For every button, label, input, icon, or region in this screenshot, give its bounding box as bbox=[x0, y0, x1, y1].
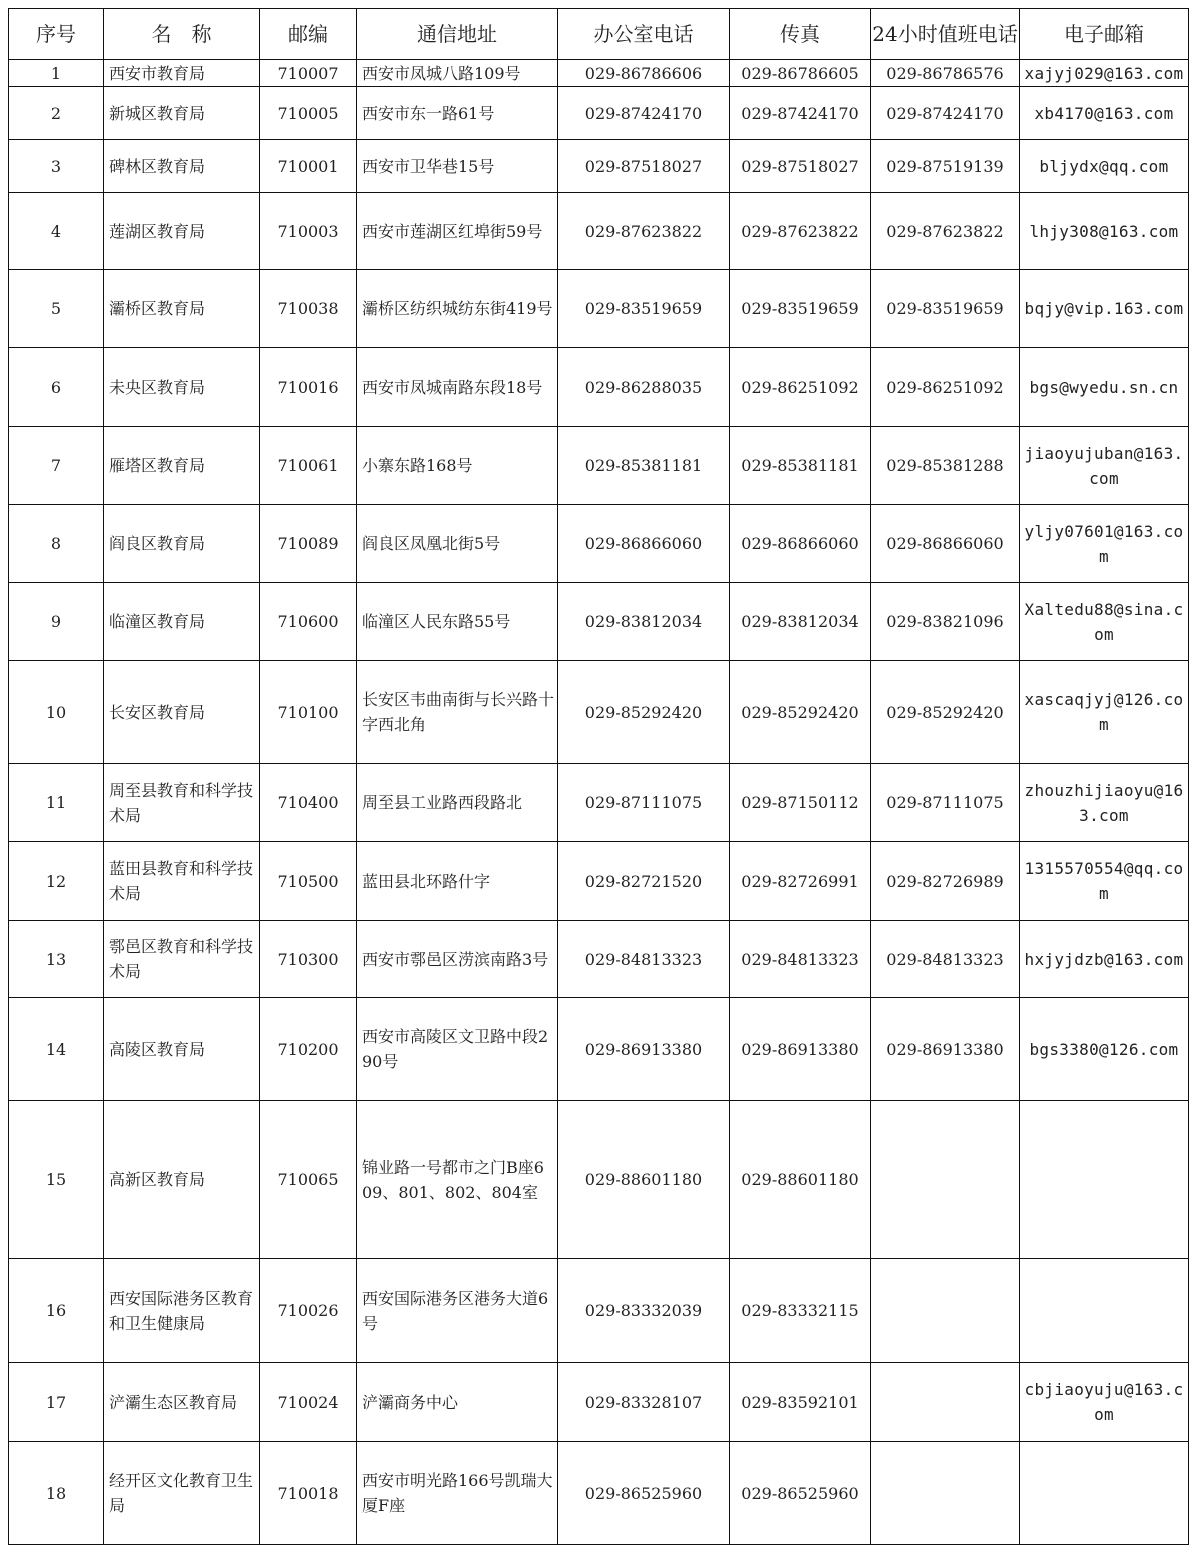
cell-postcode: 710089 bbox=[260, 505, 357, 583]
cell-address: 锦业路一号都市之门B座609、801、802、804室 bbox=[357, 1101, 558, 1259]
header-name: 名 称 bbox=[104, 9, 260, 60]
cell-office-phone: 029-85292420 bbox=[558, 661, 730, 764]
cell-name: 蓝田县教育和科学技术局 bbox=[104, 842, 260, 921]
cell-postcode: 710500 bbox=[260, 842, 357, 921]
cell-duty-phone: 029-86786576 bbox=[871, 60, 1020, 87]
cell-seq: 18 bbox=[9, 1442, 104, 1545]
cell-email: bgs3380@126.com bbox=[1020, 998, 1189, 1101]
cell-fax: 029-87424170 bbox=[730, 87, 871, 140]
cell-address: 西安市高陵区文卫路中段290号 bbox=[357, 998, 558, 1101]
cell-duty-phone: 029-85381288 bbox=[871, 427, 1020, 505]
cell-name: 未央区教育局 bbox=[104, 348, 260, 427]
cell-duty-phone bbox=[871, 1363, 1020, 1442]
cell-fax: 029-83519659 bbox=[730, 270, 871, 348]
cell-office-phone: 029-83812034 bbox=[558, 583, 730, 661]
cell-postcode: 710001 bbox=[260, 140, 357, 193]
cell-postcode: 710200 bbox=[260, 998, 357, 1101]
cell-fax: 029-83812034 bbox=[730, 583, 871, 661]
cell-name: 浐灞生态区教育局 bbox=[104, 1363, 260, 1442]
cell-address: 西安市凤城南路东段18号 bbox=[357, 348, 558, 427]
cell-address: 灞桥区纺织城纺东街419号 bbox=[357, 270, 558, 348]
cell-seq: 2 bbox=[9, 87, 104, 140]
cell-fax: 029-86786605 bbox=[730, 60, 871, 87]
cell-postcode: 710005 bbox=[260, 87, 357, 140]
cell-postcode: 710018 bbox=[260, 1442, 357, 1545]
cell-email: xb4170@163.com bbox=[1020, 87, 1189, 140]
cell-duty-phone: 029-86866060 bbox=[871, 505, 1020, 583]
cell-fax: 029-82726991 bbox=[730, 842, 871, 921]
cell-email bbox=[1020, 1101, 1189, 1259]
cell-duty-phone: 029-87111075 bbox=[871, 764, 1020, 842]
cell-email: xajyj029@163.com bbox=[1020, 60, 1189, 87]
cell-seq: 16 bbox=[9, 1259, 104, 1363]
cell-fax: 029-88601180 bbox=[730, 1101, 871, 1259]
cell-address: 西安市凤城八路109号 bbox=[357, 60, 558, 87]
cell-seq: 3 bbox=[9, 140, 104, 193]
table-row bbox=[9, 348, 1189, 427]
cell-fax: 029-86866060 bbox=[730, 505, 871, 583]
cell-name: 西安国际港务区教育和卫生健康局 bbox=[104, 1259, 260, 1363]
header-duty-phone: 24小时值班电话 bbox=[871, 9, 1020, 60]
cell-seq: 6 bbox=[9, 348, 104, 427]
cell-address: 临潼区人民东路55号 bbox=[357, 583, 558, 661]
cell-postcode: 710024 bbox=[260, 1363, 357, 1442]
cell-seq: 13 bbox=[9, 921, 104, 998]
table-row bbox=[9, 1259, 1189, 1363]
cell-address: 小寨东路168号 bbox=[357, 427, 558, 505]
cell-fax: 029-85292420 bbox=[730, 661, 871, 764]
cell-seq: 5 bbox=[9, 270, 104, 348]
table-row bbox=[9, 1363, 1189, 1442]
cell-office-phone: 029-88601180 bbox=[558, 1101, 730, 1259]
cell-postcode: 710016 bbox=[260, 348, 357, 427]
header-office-phone: 办公室电话 bbox=[558, 9, 730, 60]
cell-name: 西安市教育局 bbox=[104, 60, 260, 87]
cell-fax: 029-84813323 bbox=[730, 921, 871, 998]
cell-name: 鄠邑区教育和科学技术局 bbox=[104, 921, 260, 998]
cell-postcode: 710007 bbox=[260, 60, 357, 87]
cell-name: 长安区教育局 bbox=[104, 661, 260, 764]
cell-name: 莲湖区教育局 bbox=[104, 193, 260, 270]
cell-office-phone: 029-84813323 bbox=[558, 921, 730, 998]
cell-email: jiaoyujuban@163.com bbox=[1020, 427, 1189, 505]
cell-office-phone: 029-86525960 bbox=[558, 1442, 730, 1545]
cell-fax: 029-83592101 bbox=[730, 1363, 871, 1442]
table-row bbox=[9, 764, 1189, 842]
cell-office-phone: 029-83332039 bbox=[558, 1259, 730, 1363]
cell-email: bqjy@vip.163.com bbox=[1020, 270, 1189, 348]
cell-address: 周至县工业路西段路北 bbox=[357, 764, 558, 842]
cell-address: 西安国际港务区港务大道6号 bbox=[357, 1259, 558, 1363]
cell-name: 临潼区教育局 bbox=[104, 583, 260, 661]
cell-seq: 7 bbox=[9, 427, 104, 505]
cell-fax: 029-87518027 bbox=[730, 140, 871, 193]
cell-postcode: 710400 bbox=[260, 764, 357, 842]
cell-address: 蓝田县北环路什字 bbox=[357, 842, 558, 921]
cell-name: 高陵区教育局 bbox=[104, 998, 260, 1101]
cell-duty-phone bbox=[871, 1101, 1020, 1259]
cell-seq: 17 bbox=[9, 1363, 104, 1442]
cell-fax: 029-87623822 bbox=[730, 193, 871, 270]
cell-fax: 029-86251092 bbox=[730, 348, 871, 427]
contact-table-container bbox=[8, 8, 1189, 1545]
cell-postcode: 710038 bbox=[260, 270, 357, 348]
cell-address: 阎良区凤凰北街5号 bbox=[357, 505, 558, 583]
cell-office-phone: 029-86866060 bbox=[558, 505, 730, 583]
cell-address: 西安市鄠邑区涝滨南路3号 bbox=[357, 921, 558, 998]
cell-email: yljy07601@163.com bbox=[1020, 505, 1189, 583]
cell-address: 西安市明光路166号凯瑞大厦F座 bbox=[357, 1442, 558, 1545]
cell-postcode: 710003 bbox=[260, 193, 357, 270]
cell-email: bgs@wyedu.sn.cn bbox=[1020, 348, 1189, 427]
cell-duty-phone bbox=[871, 1259, 1020, 1363]
cell-office-phone: 029-86913380 bbox=[558, 998, 730, 1101]
cell-office-phone: 029-85381181 bbox=[558, 427, 730, 505]
cell-name: 阎良区教育局 bbox=[104, 505, 260, 583]
cell-seq: 14 bbox=[9, 998, 104, 1101]
cell-name: 碑林区教育局 bbox=[104, 140, 260, 193]
cell-duty-phone: 029-87424170 bbox=[871, 87, 1020, 140]
cell-email: xascaqjyj@126.com bbox=[1020, 661, 1189, 764]
table-body bbox=[9, 60, 1189, 1545]
header-email: 电子邮箱 bbox=[1020, 9, 1189, 60]
cell-seq: 11 bbox=[9, 764, 104, 842]
cell-email: lhjy308@163.com bbox=[1020, 193, 1189, 270]
cell-seq: 12 bbox=[9, 842, 104, 921]
table-row bbox=[9, 998, 1189, 1101]
cell-office-phone: 029-86786606 bbox=[558, 60, 730, 87]
header-address: 通信地址 bbox=[357, 9, 558, 60]
cell-duty-phone: 029-82726989 bbox=[871, 842, 1020, 921]
table-row bbox=[9, 842, 1189, 921]
cell-office-phone: 029-87518027 bbox=[558, 140, 730, 193]
cell-email bbox=[1020, 1442, 1189, 1545]
cell-duty-phone: 029-87519139 bbox=[871, 140, 1020, 193]
cell-postcode: 710600 bbox=[260, 583, 357, 661]
cell-duty-phone bbox=[871, 1442, 1020, 1545]
table-row bbox=[9, 1442, 1189, 1545]
table-row bbox=[9, 921, 1189, 998]
cell-address: 长安区韦曲南街与长兴路十字西北角 bbox=[357, 661, 558, 764]
cell-email: Xaltedu88@sina.com bbox=[1020, 583, 1189, 661]
education-bureau-contact-table bbox=[8, 8, 1189, 1545]
cell-address: 西安市卫华巷15号 bbox=[357, 140, 558, 193]
table-row bbox=[9, 87, 1189, 140]
cell-seq: 1 bbox=[9, 60, 104, 87]
header-postcode: 邮编 bbox=[260, 9, 357, 60]
table-row bbox=[9, 193, 1189, 270]
cell-office-phone: 029-87623822 bbox=[558, 193, 730, 270]
cell-duty-phone: 029-84813323 bbox=[871, 921, 1020, 998]
cell-seq: 15 bbox=[9, 1101, 104, 1259]
table-row bbox=[9, 270, 1189, 348]
cell-name: 周至县教育和科学技术局 bbox=[104, 764, 260, 842]
cell-address: 西安市东一路61号 bbox=[357, 87, 558, 140]
cell-name: 高新区教育局 bbox=[104, 1101, 260, 1259]
cell-name: 灞桥区教育局 bbox=[104, 270, 260, 348]
cell-duty-phone: 029-83519659 bbox=[871, 270, 1020, 348]
cell-duty-phone: 029-87623822 bbox=[871, 193, 1020, 270]
header-seq: 序号 bbox=[9, 9, 104, 60]
cell-office-phone: 029-87111075 bbox=[558, 764, 730, 842]
cell-seq: 4 bbox=[9, 193, 104, 270]
cell-email: bljydx@qq.com bbox=[1020, 140, 1189, 193]
table-row bbox=[9, 583, 1189, 661]
cell-duty-phone: 029-85292420 bbox=[871, 661, 1020, 764]
cell-email: zhouzhijiaoyu@163.com bbox=[1020, 764, 1189, 842]
cell-postcode: 710065 bbox=[260, 1101, 357, 1259]
cell-duty-phone: 029-86913380 bbox=[871, 998, 1020, 1101]
table-row bbox=[9, 60, 1189, 87]
cell-postcode: 710026 bbox=[260, 1259, 357, 1363]
cell-address: 浐灞商务中心 bbox=[357, 1363, 558, 1442]
cell-fax: 029-87150112 bbox=[730, 764, 871, 842]
cell-address: 西安市莲湖区红埠街59号 bbox=[357, 193, 558, 270]
table-row bbox=[9, 661, 1189, 764]
cell-duty-phone: 029-86251092 bbox=[871, 348, 1020, 427]
cell-email: hxjyjdzb@163.com bbox=[1020, 921, 1189, 998]
cell-name: 雁塔区教育局 bbox=[104, 427, 260, 505]
cell-seq: 9 bbox=[9, 583, 104, 661]
cell-name: 经开区文化教育卫生局 bbox=[104, 1442, 260, 1545]
cell-postcode: 710061 bbox=[260, 427, 357, 505]
cell-email bbox=[1020, 1259, 1189, 1363]
cell-office-phone: 029-83519659 bbox=[558, 270, 730, 348]
cell-office-phone: 029-83328107 bbox=[558, 1363, 730, 1442]
header-fax: 传真 bbox=[730, 9, 871, 60]
cell-fax: 029-86525960 bbox=[730, 1442, 871, 1545]
cell-fax: 029-83332115 bbox=[730, 1259, 871, 1363]
table-row bbox=[9, 140, 1189, 193]
cell-name: 新城区教育局 bbox=[104, 87, 260, 140]
cell-duty-phone: 029-83821096 bbox=[871, 583, 1020, 661]
cell-office-phone: 029-86288035 bbox=[558, 348, 730, 427]
table-row bbox=[9, 1101, 1189, 1259]
cell-postcode: 710100 bbox=[260, 661, 357, 764]
cell-email: cbjiaoyuju@163.com bbox=[1020, 1363, 1189, 1442]
table-row bbox=[9, 427, 1189, 505]
cell-fax: 029-85381181 bbox=[730, 427, 871, 505]
cell-seq: 8 bbox=[9, 505, 104, 583]
cell-fax: 029-86913380 bbox=[730, 998, 871, 1101]
cell-seq: 10 bbox=[9, 661, 104, 764]
cell-office-phone: 029-82721520 bbox=[558, 842, 730, 921]
header-row bbox=[9, 9, 1189, 60]
table-row bbox=[9, 505, 1189, 583]
cell-office-phone: 029-87424170 bbox=[558, 87, 730, 140]
cell-email: 1315570554@qq.com bbox=[1020, 842, 1189, 921]
cell-postcode: 710300 bbox=[260, 921, 357, 998]
